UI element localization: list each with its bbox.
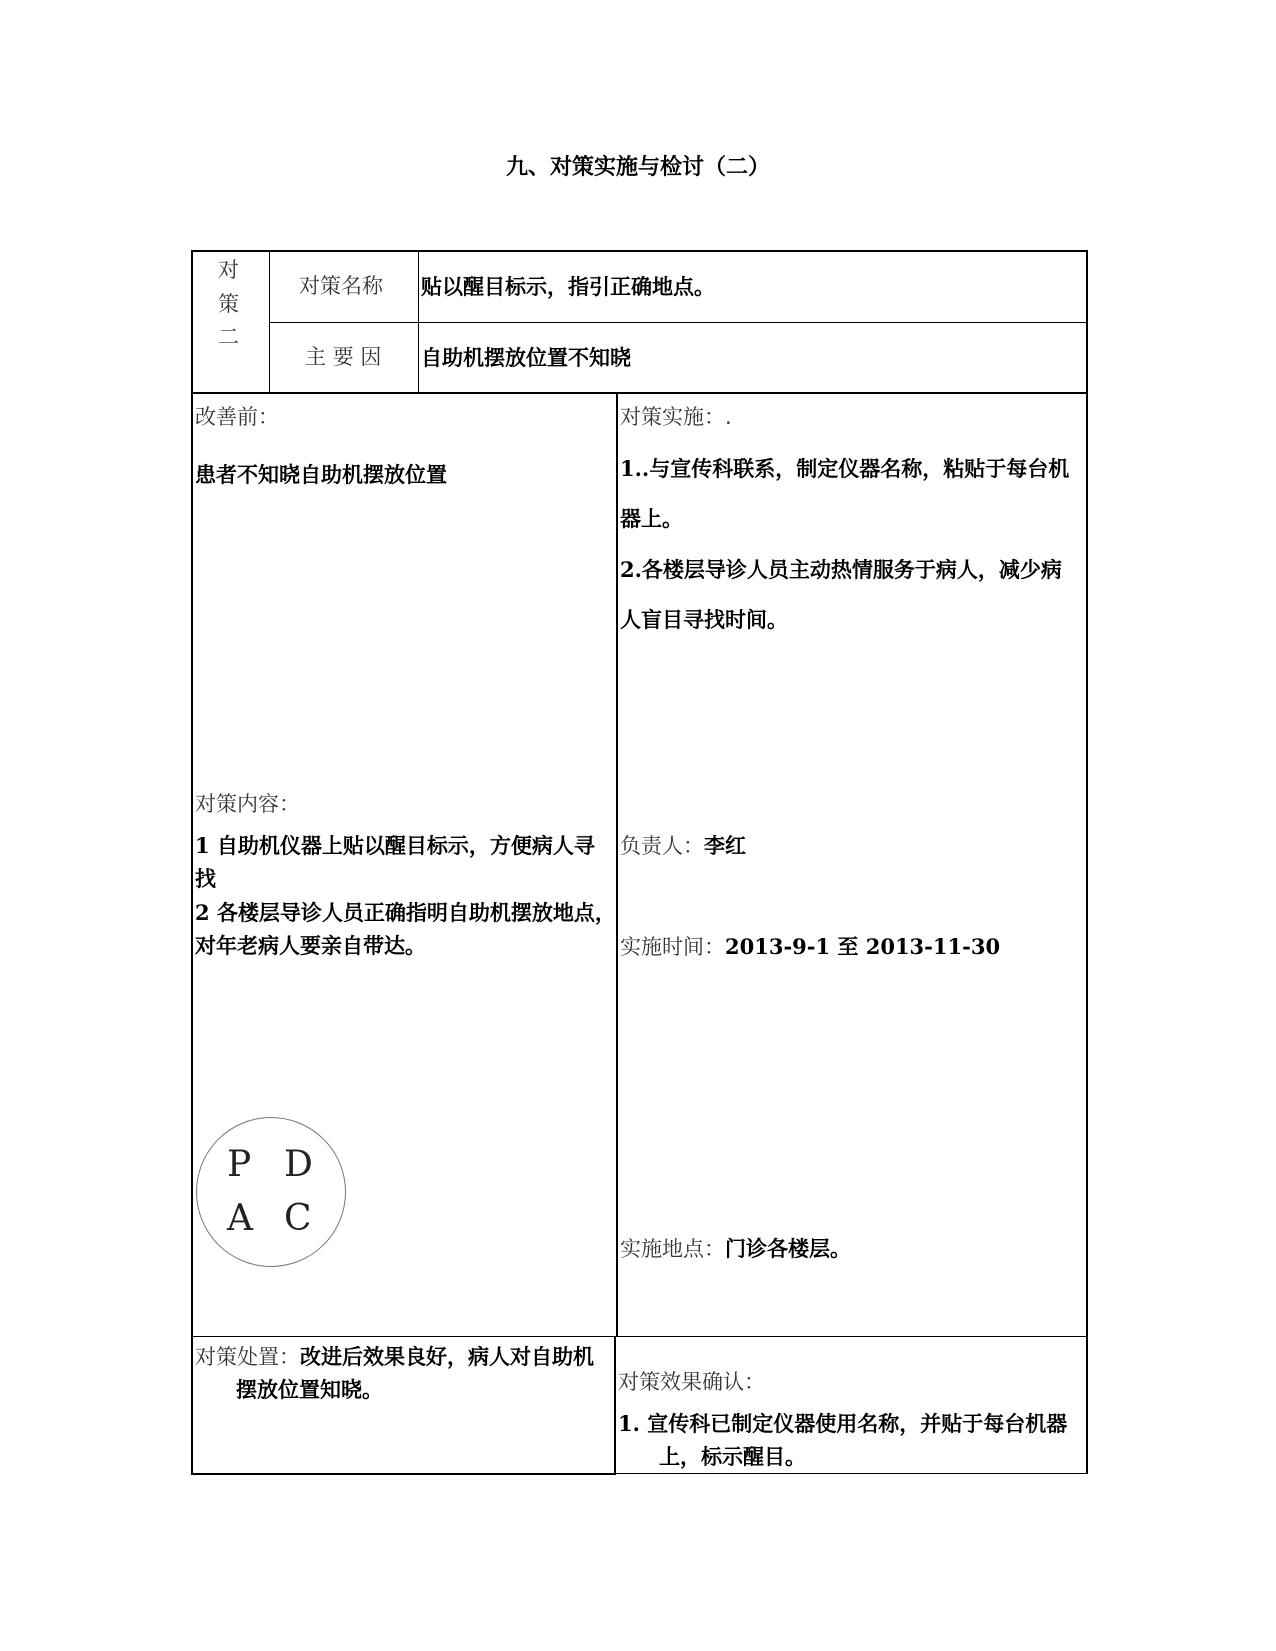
content-line-1b: 找 bbox=[195, 866, 216, 891]
side-label-1: 对 bbox=[218, 258, 239, 282]
measure-name-value: 贴以醒目标示，指引正确地点。 bbox=[421, 274, 715, 299]
owner-label: 负责人： bbox=[620, 834, 704, 858]
pdca-circle bbox=[196, 1117, 346, 1267]
main-cause-label: 主 要 因 bbox=[305, 345, 382, 369]
handling-line-2: 摆放位置知晓。 bbox=[236, 1377, 383, 1402]
impl-line-1a: 1..与宣传科联系，制定仪器名称，粘贴于每台机 bbox=[620, 456, 1070, 481]
impl-line-1b: 器上。 bbox=[620, 506, 683, 531]
owner-row bbox=[620, 829, 746, 863]
effect-line-2: 上，标示醒目。 bbox=[659, 1444, 806, 1469]
place-row bbox=[620, 1232, 851, 1266]
measure-name-label: 对策名称 bbox=[299, 274, 383, 298]
pdca-a: A bbox=[227, 1198, 253, 1239]
side-label-2: 策 bbox=[218, 292, 239, 316]
pdca-d: D bbox=[284, 1144, 313, 1185]
pdca-c: C bbox=[284, 1198, 312, 1239]
time-value: 2013-9-1 至 2013-11-30 bbox=[725, 934, 1001, 959]
handling-label: 对策处置： bbox=[195, 1345, 300, 1369]
impl-line-2a: 2.各楼层导诊人员主动热情服务于病人，减少病 bbox=[620, 557, 1062, 582]
effect-label: 对策效果确认： bbox=[618, 1370, 765, 1394]
content-line-2a: 2 各楼层导诊人员正确指明自助机摆放地点， bbox=[195, 900, 616, 925]
time-row bbox=[620, 930, 1000, 964]
handling-line-1 bbox=[195, 1340, 594, 1374]
place-label: 实施地点： bbox=[620, 1237, 725, 1261]
page-title: 九、对策实施与检讨（二） bbox=[505, 154, 770, 180]
owner-value: 李红 bbox=[704, 833, 746, 858]
time-label: 实施时间： bbox=[620, 935, 725, 959]
place-value: 门诊各楼层。 bbox=[725, 1236, 851, 1261]
before-label: 改善前： bbox=[195, 405, 279, 429]
content-line-1a: 1 自助机仪器上贴以醒目标示，方便病人寻 bbox=[195, 833, 595, 858]
before-text: 患者不知晓自助机摆放位置 bbox=[195, 462, 447, 487]
content-label: 对策内容： bbox=[195, 792, 300, 816]
side-label-3: 二 bbox=[218, 325, 239, 349]
effect-line-1: 1. 宣传科已制定仪器使用名称，并贴于每台机器 bbox=[618, 1411, 1068, 1436]
main-cause-value: 自助机摆放位置不知晓 bbox=[421, 345, 631, 370]
content-line-2b: 对年老病人要亲自带达。 bbox=[195, 933, 426, 958]
handling-text-1: 改进后效果良好，病人对自助机 bbox=[300, 1344, 594, 1369]
pdca-p: P bbox=[227, 1144, 252, 1185]
impl-label: 对策实施：. bbox=[620, 405, 732, 429]
impl-line-2b: 人盲目寻找时间。 bbox=[620, 607, 788, 632]
